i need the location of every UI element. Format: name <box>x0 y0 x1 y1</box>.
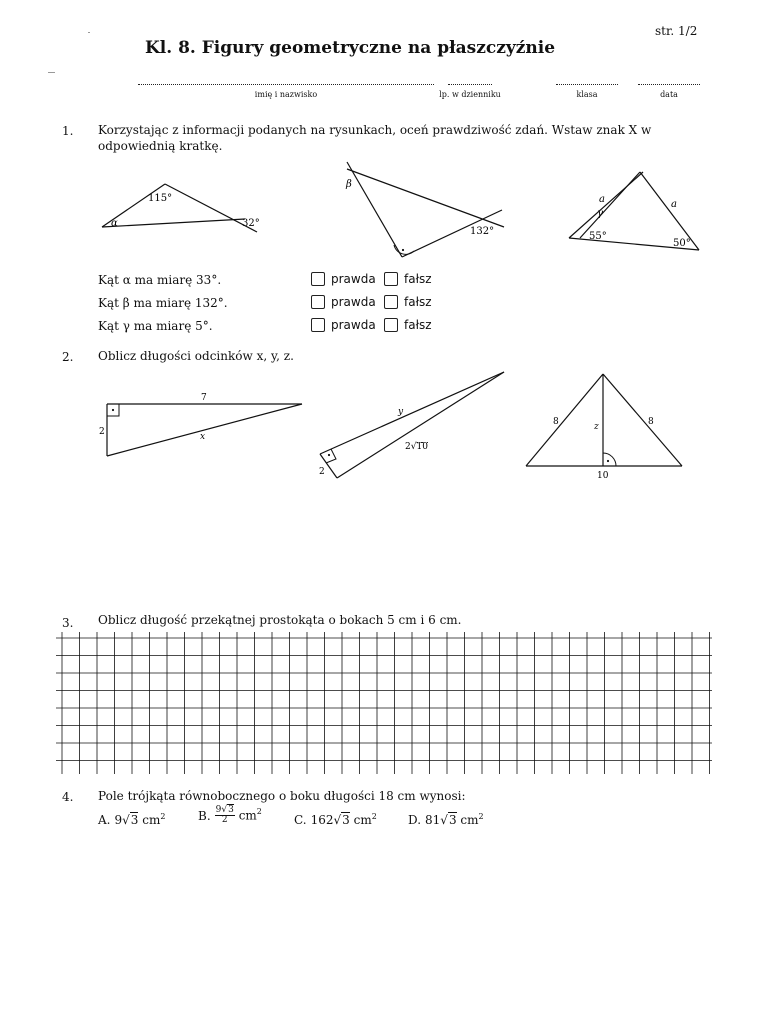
class-field-line[interactable] <box>556 84 618 85</box>
q1-s2-false-label: fałsz <box>404 295 432 309</box>
q2-fig2-short-label: 2 <box>319 467 325 477</box>
question-3-text: Oblicz długość przekątnej prostokąta o bokach 5 cm i 6 cm. <box>98 613 462 627</box>
date-field-label: data <box>660 90 678 99</box>
q4-option-b[interactable]: B. $\frac{9√3}{2}$ $cm^2$ <box>198 805 262 825</box>
question-2-text: Oblicz długości odcinków x, y, z. <box>98 349 294 363</box>
question-4-text: Pole trójkąta równobocznego o boku długości 18 cm wynosi: <box>98 789 466 803</box>
question-1-number: 1. <box>62 124 74 138</box>
q1-fig3-angle-right-label: 50° <box>673 238 691 249</box>
q1-s3-true-label: prawda <box>331 318 376 332</box>
scan-mark <box>48 72 55 73</box>
register-number-field-label: lp. w dzienniku <box>439 90 501 99</box>
q1-s1-false-checkbox[interactable] <box>384 272 398 286</box>
q1-fig1-alpha-label: α <box>111 218 118 229</box>
q2-fig3-left-label: 8 <box>553 417 559 427</box>
question-3-number: 3. <box>62 616 74 630</box>
q2-fig1-top-label: 7 <box>201 393 207 403</box>
q2-fig3-right-label: 8 <box>648 417 654 427</box>
worksheet-title: Kl. 8. Figury geometryczne na płaszczyźnie <box>145 38 556 58</box>
q2-figure-1 <box>95 388 307 464</box>
q4-option-a[interactable]: A. 9√3 $cm^2$ <box>98 812 166 827</box>
q1-fig3-side-a-right: a <box>671 199 677 210</box>
name-field-label: imię i nazwisko <box>254 90 318 99</box>
q1-figure-1 <box>90 176 270 242</box>
q1-fig1-angle-right-label: 32° <box>242 218 260 229</box>
register-number-field-line[interactable] <box>448 84 492 85</box>
q4-option-d[interactable]: D. 81√3 $cm^2$ <box>408 812 484 827</box>
q1-statement-3: Kąt γ ma miarę 5°. <box>98 319 213 333</box>
answer-grid[interactable] <box>56 632 712 774</box>
q1-fig3-side-a-left: a <box>599 194 605 205</box>
q4-option-b-fraction: $\frac{9√3}{2}$ <box>215 805 234 825</box>
scan-mark <box>88 32 90 33</box>
q4-option-c[interactable]: C. 162√3 $cm^2$ <box>294 812 377 827</box>
q1-fig3-gamma-label: γ <box>597 208 603 219</box>
question-2-number: 2. <box>62 350 74 364</box>
q2-fig1-left-label: 2 <box>99 427 105 437</box>
q1-figure-3 <box>560 166 710 254</box>
page-number: str. 1/2 <box>655 24 698 38</box>
name-field-line[interactable] <box>138 84 434 85</box>
q1-fig2-beta-label: β <box>346 179 352 190</box>
q2-fig2-hyp-label: 2√10 <box>405 442 428 452</box>
q1-s2-true-label: prawda <box>331 295 376 309</box>
q1-s1-true-checkbox[interactable] <box>311 272 325 286</box>
q1-s2-false-checkbox[interactable] <box>384 295 398 309</box>
q1-fig2-angle-label: 132° <box>470 226 495 237</box>
q2-fig2-y-label: y <box>398 407 404 417</box>
q1-fig1-angle-top-label: 115° <box>148 193 173 204</box>
class-field-label: klasa <box>576 90 598 99</box>
q2-fig3-base-label: 10 <box>597 471 609 480</box>
q2-figure-3 <box>520 368 690 480</box>
q1-s2-true-checkbox[interactable] <box>311 295 325 309</box>
question-1-text: Korzystając z informacji podanych na rysunkach, oceń prawdziwość zdań. Wstaw znak X w odpowiednią kratkę. <box>98 123 652 153</box>
q1-s1-false-label: fałsz <box>404 272 432 286</box>
q1-statement-1: Kąt α ma miarę 33°. <box>98 273 222 287</box>
q2-fig3-z-label: z <box>594 422 599 432</box>
q1-s1-true-label: prawda <box>331 272 376 286</box>
q1-s3-true-checkbox[interactable] <box>311 318 325 332</box>
q2-fig1-hyp-label: x <box>200 432 206 442</box>
q1-s3-false-label: fałsz <box>404 318 432 332</box>
q1-figure-2 <box>332 160 508 260</box>
q1-s3-false-checkbox[interactable] <box>384 318 398 332</box>
q2-figure-2 <box>310 366 510 481</box>
date-field-line[interactable] <box>638 84 700 85</box>
question-4-number: 4. <box>62 790 74 804</box>
q1-fig3-angle-left-label: 55° <box>589 231 607 242</box>
q1-statement-2: Kąt β ma miarę 132°. <box>98 296 228 310</box>
